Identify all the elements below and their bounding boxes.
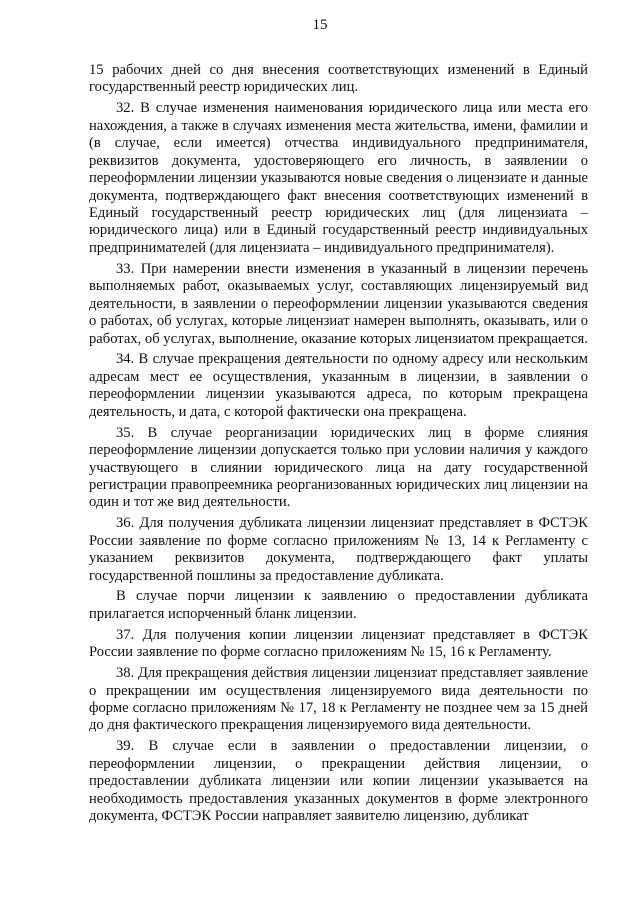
paragraph-35: 35. В случае реорганизации юридических лиц в форме слияния переоформление лицензии допускается только при условии наличия у каждого участвующего в слиянии юридического лица на дату государственной регистрации правопреемника реорганизованных юридических лиц лицензии на один и тот же вид деятельности. xyxy=(89,424,588,511)
paragraph-33: 33. При намерении внести изменения в указанный в лицензии перечень выполняемых работ, оказываемых услуг, составляющих лицензируемый вид деятельности, в заявлении о переоформлении лицензии указываются сведения о работах, об услугах, которые лицензиат намерен выполнять, оказывать, или о работах, об услугах, выполнение, оказание которых лицензиатом прекращается. xyxy=(89,260,588,347)
paragraph-37: 37. Для получения копии лицензии лицензиат представляет в ФСТЭК России заявление по форме согласно приложениям № 15, 16 к Регламенту. xyxy=(89,626,588,661)
paragraph-36: 36. Для получения дубликата лицензии лицензиат представляет в ФСТЭК России заявление по форме согласно приложениям № 13, 14 к Регламенту с указанием реквизитов документа, подтверждающего факт уплаты государственной пошлины за предоставление дубликата. xyxy=(89,515,588,584)
paragraph-continuation: 15 рабочих дней со дня внесения соответствующих изменений в Единый государственный реестр юридических лиц. xyxy=(89,62,588,96)
paragraph-32: 32. В случае изменения наименования юридического лица или места его нахождения, а также в случаях изменения места жительства, имени, фамилии и (в случае, если имеется) отчества индивидуального предпринимателя, реквизитов документа, удостоверяющего его личность, в заявлении о переоформлении лицензии указываются новые сведения о лицензиате и данные документа, подтверждающего факт внесения соответствующих изменений в Единый государственный реестр юридических лиц (для лицензиата – юридического лица) или в Единый государственный реестр индивидуальных предпринимателей (для лицензиата – индивидуального предпринимателя). xyxy=(89,100,588,256)
paragraph-39: 39. В случае если в заявлении о предоставлении лицензии, о переоформлении лицензии, о прекращении действия лицензии, о предоставлении дубликата лицензии или копии лицензии указывается на необходимость предоставления указанных документов в форме электронного документа, ФСТЭК России направляет заявителю лицензию, дубликат xyxy=(89,738,588,825)
paragraph-36-damage: В случае порчи лицензии к заявлению о предоставлении дубликата прилагается испорченный бланк лицензии. xyxy=(89,588,588,622)
paragraph-38: 38. Для прекращения действия лицензии лицензиат представляет заявление о прекращении им осуществления лицензируемого вида деятельности по форме согласно приложениям № 17, 18 к Регламенту не позднее чем за 15 дней до дня фактического прекращения лицензируемого вида деятельности. xyxy=(89,665,588,734)
document-body xyxy=(89,62,588,829)
page-number: 15 xyxy=(312,17,328,33)
paragraph-34: 34. В случае прекращения деятельности по одному адресу или нескольким адресам мест ее осуществления, указанным в лицензии, в заявлении о переоформлении лицензии указываются адреса, по которым прекращена деятельность, и дата, с которой фактически она прекращена. xyxy=(89,351,588,420)
